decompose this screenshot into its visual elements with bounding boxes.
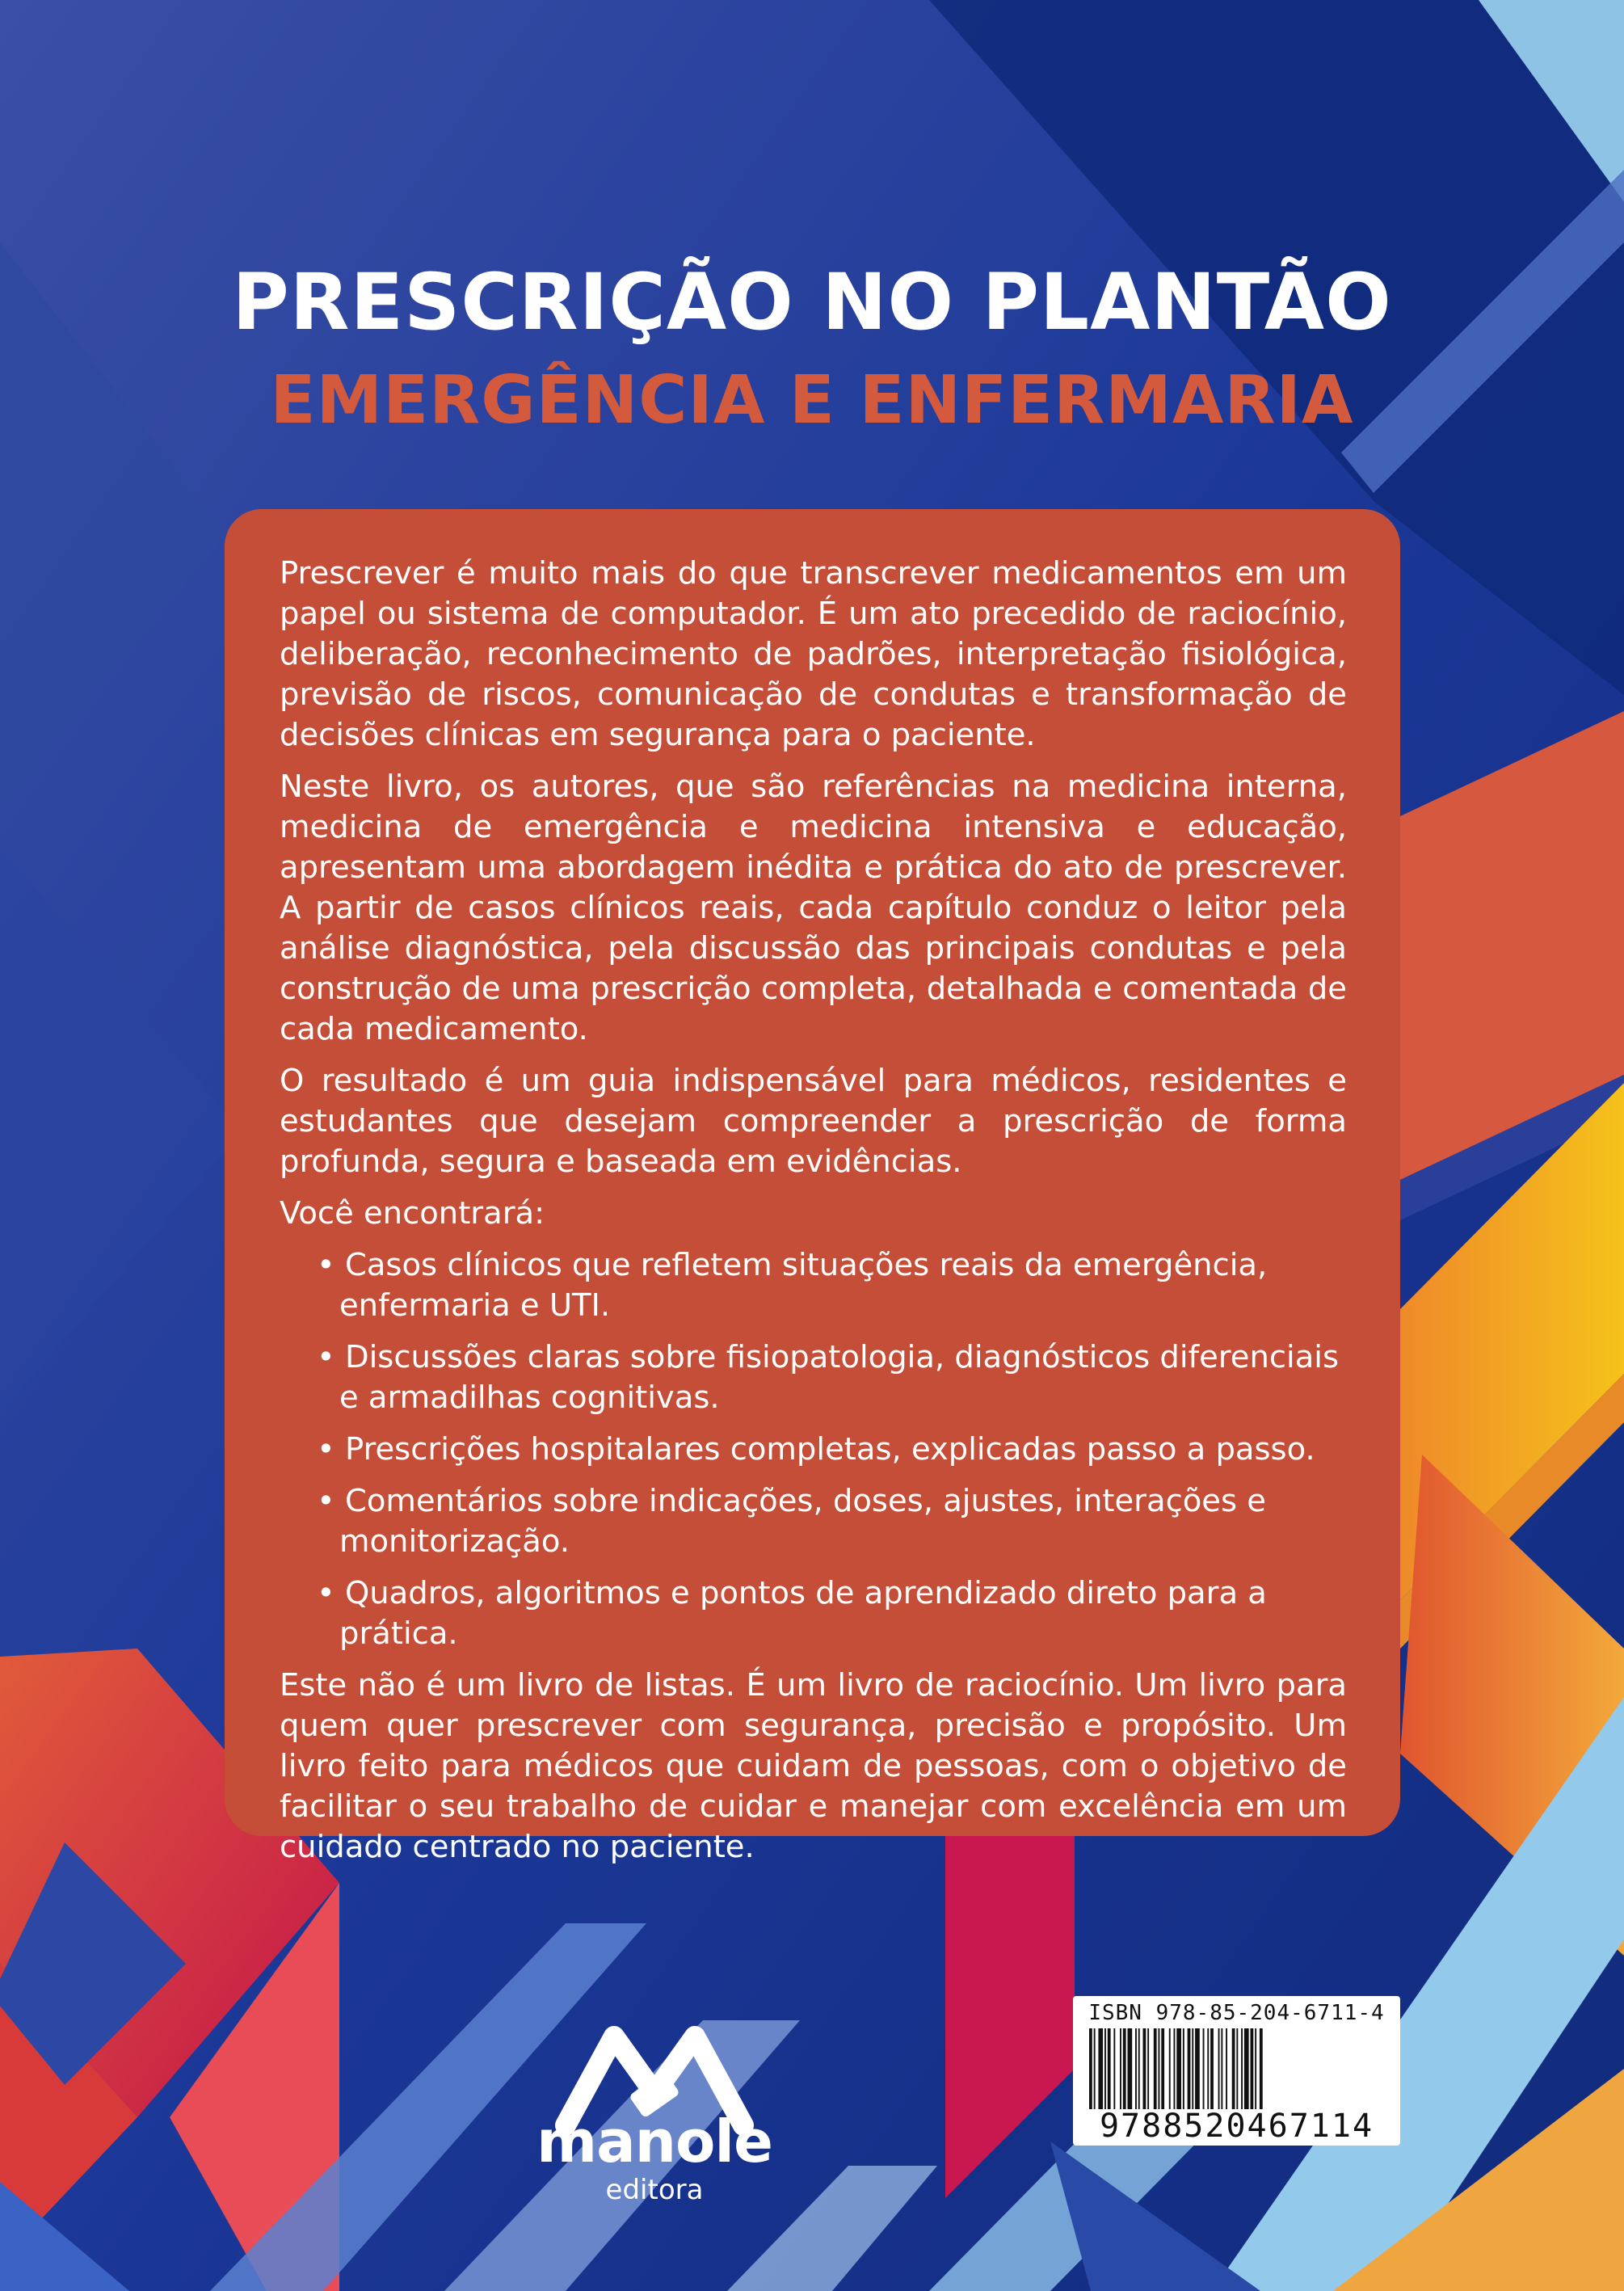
book-subtitle: EMERGÊNCIA E ENFERMARIA: [270, 362, 1354, 439]
list-item: • Prescrições hospitalares completas, explicadas passo a passo.: [317, 1430, 1347, 1470]
publisher-name: manole: [536, 2108, 772, 2175]
isbn-barcode: [1073, 1996, 1400, 2146]
list-item: • Discussões claras sobre fisiopatologia, diagnósticos diferenciais e armadilhas cognitivas.: [317, 1337, 1347, 1418]
features-list: [280, 1245, 1347, 1654]
ean-number: 9788520467114: [1099, 2108, 1374, 2145]
isbn-label: ISBN 978-85-204-6711-4: [1088, 2001, 1385, 2025]
synopsis-box: [225, 509, 1400, 1865]
synopsis-paragraph-3: O resultado é um guia indispensável para médicos, residentes e estudantes que desejam compreender a prescrição de forma profunda, segura e baseada em evidências.: [280, 1063, 1347, 1180]
publisher-sub: editora: [605, 2174, 704, 2206]
features-intro: Você encontrará:: [280, 1195, 545, 1232]
book-title: PRESCRIÇÃO NO PLANTÃO: [232, 257, 1392, 347]
list-item: • Comentários sobre indicações, doses, ajustes, interações e monitorização.: [317, 1481, 1347, 1562]
barcode-bars: [1089, 2028, 1384, 2109]
synopsis-paragraph-2: Neste livro, os autores, que são referências na medicina interna, medicina de emergência e medicina intensiva e educação, apresentam uma abordagem inédita e prática do ato de prescrever. A partir de casos clínicos reais, cada capítulo conduz o leitor pela análise diagnóstica, pela discussão das principais condutas e pela construção de uma prescrição completa, detalhada e comentada de cada medicamento.: [280, 769, 1347, 1047]
synopsis-paragraph-1: Prescrever é muito mais do que transcrever medicamentos em um papel ou sistema de computador. É um ato precedido de raciocínio, deliberação, reconhecimento de padrões, interpretação fisiológica, previsão de riscos, comunicação de condutas e transformação de decisões clínicas em segurança para o paciente.: [280, 555, 1347, 753]
synopsis-paragraph-4: Este não é um livro de listas. É um livro de raciocínio. Um livro para quem quer prescrever com segurança, precisão e propósito. Um livro feito para médicos que cuidam de pessoas, com o objetivo de facilitar o seu trabalho de cuidar e manejar com excelência em um cuidado centrado no paciente.: [280, 1667, 1347, 1865]
list-item: • Quadros, algoritmos e pontos de aprendizado direto para a prática.: [317, 1573, 1347, 1654]
list-item: • Casos clínicos que refletem situações reais da emergência, enfermaria e UTI.: [317, 1245, 1347, 1326]
